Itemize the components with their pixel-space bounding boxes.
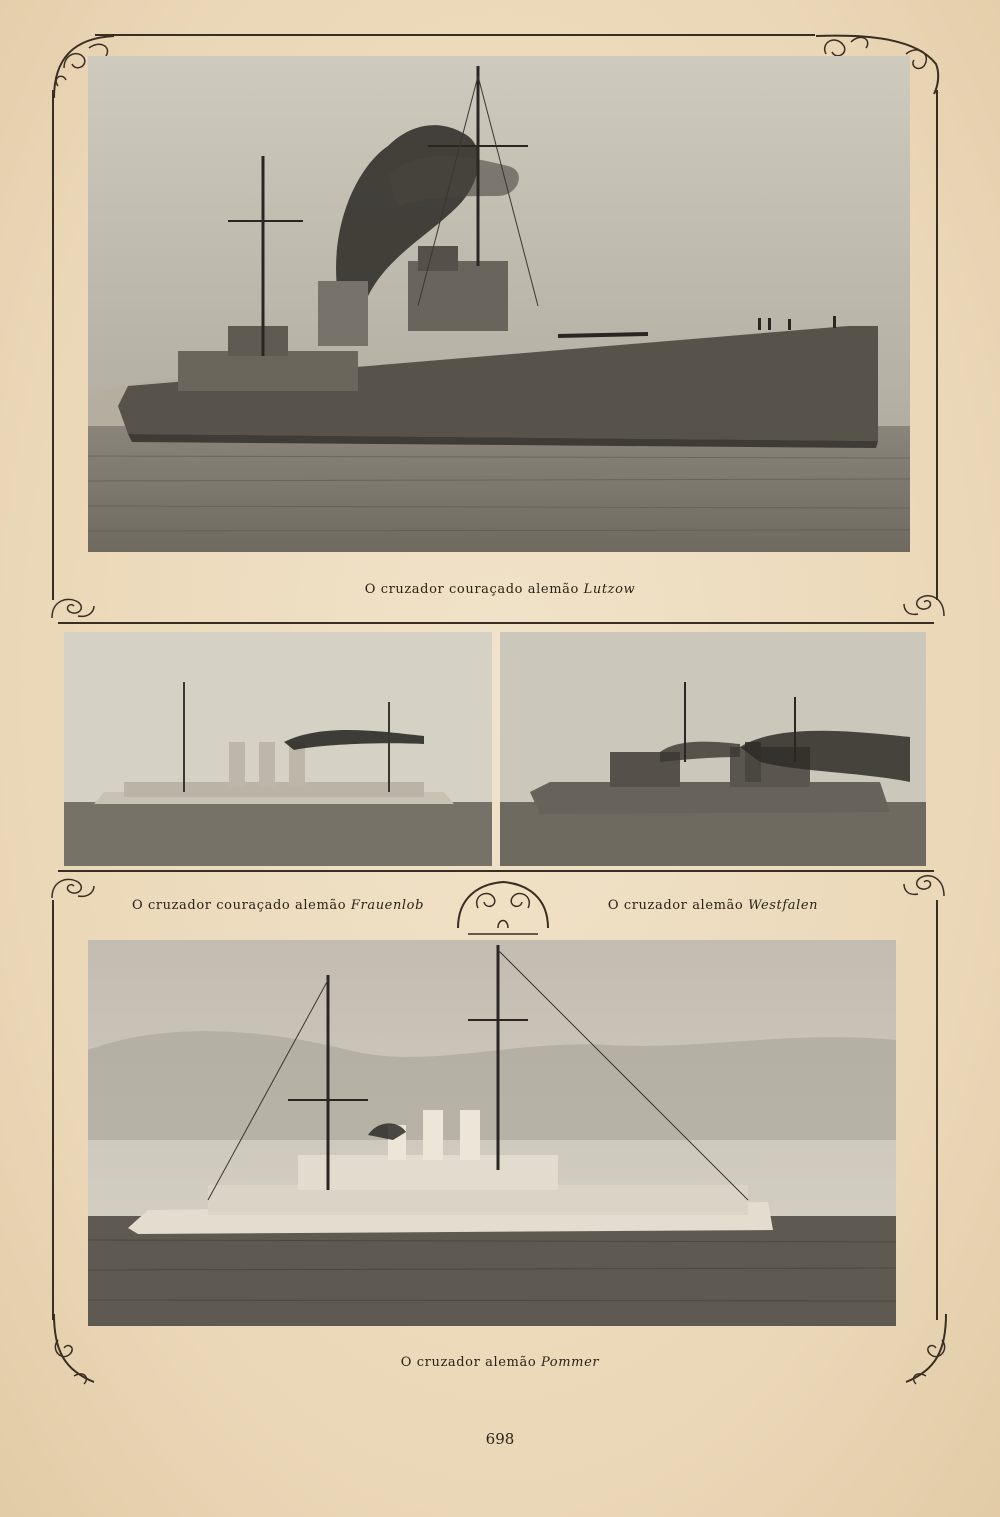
caption-pommer-ship-name: Pommer — [540, 1355, 600, 1370]
caption-frauenlob-ship-name: Frauenlob — [350, 898, 425, 913]
photo-pommer — [88, 940, 896, 1326]
caption-westfalen-text: O cruzador alemão — [607, 898, 749, 913]
photo-westfalen — [500, 632, 926, 866]
caption-lutzow-ship-name: Lutzow — [583, 582, 636, 597]
caption-westfalen — [500, 898, 926, 913]
frame-left-border — [52, 90, 54, 600]
mid-frame-top — [58, 622, 934, 624]
caption-frauenlob — [64, 898, 492, 913]
caption-pommer — [0, 1355, 1000, 1370]
frame-top-border — [95, 34, 815, 36]
mid-frame-bottom — [58, 870, 934, 872]
caption-lutzow — [0, 582, 1000, 597]
frame-lower-left-border — [52, 900, 54, 1320]
page-number: 698 — [485, 1430, 515, 1448]
corner-ornament-lower-right — [902, 868, 948, 900]
corner-ornament-bottom-right — [896, 1310, 956, 1390]
caption-lutzow-text: O cruzador couraçado alemão — [364, 582, 584, 597]
caption-frauenlob-text: O cruzador couraçado alemão — [131, 898, 351, 913]
frame-right-border — [936, 90, 938, 600]
caption-westfalen-ship-name: Westfalen — [748, 898, 819, 913]
photo-lutzow — [88, 56, 910, 552]
photo-frauenlob — [64, 632, 492, 866]
caption-pommer-text: O cruzador alemão — [400, 1355, 541, 1370]
frame-lower-right-border — [936, 900, 938, 1320]
